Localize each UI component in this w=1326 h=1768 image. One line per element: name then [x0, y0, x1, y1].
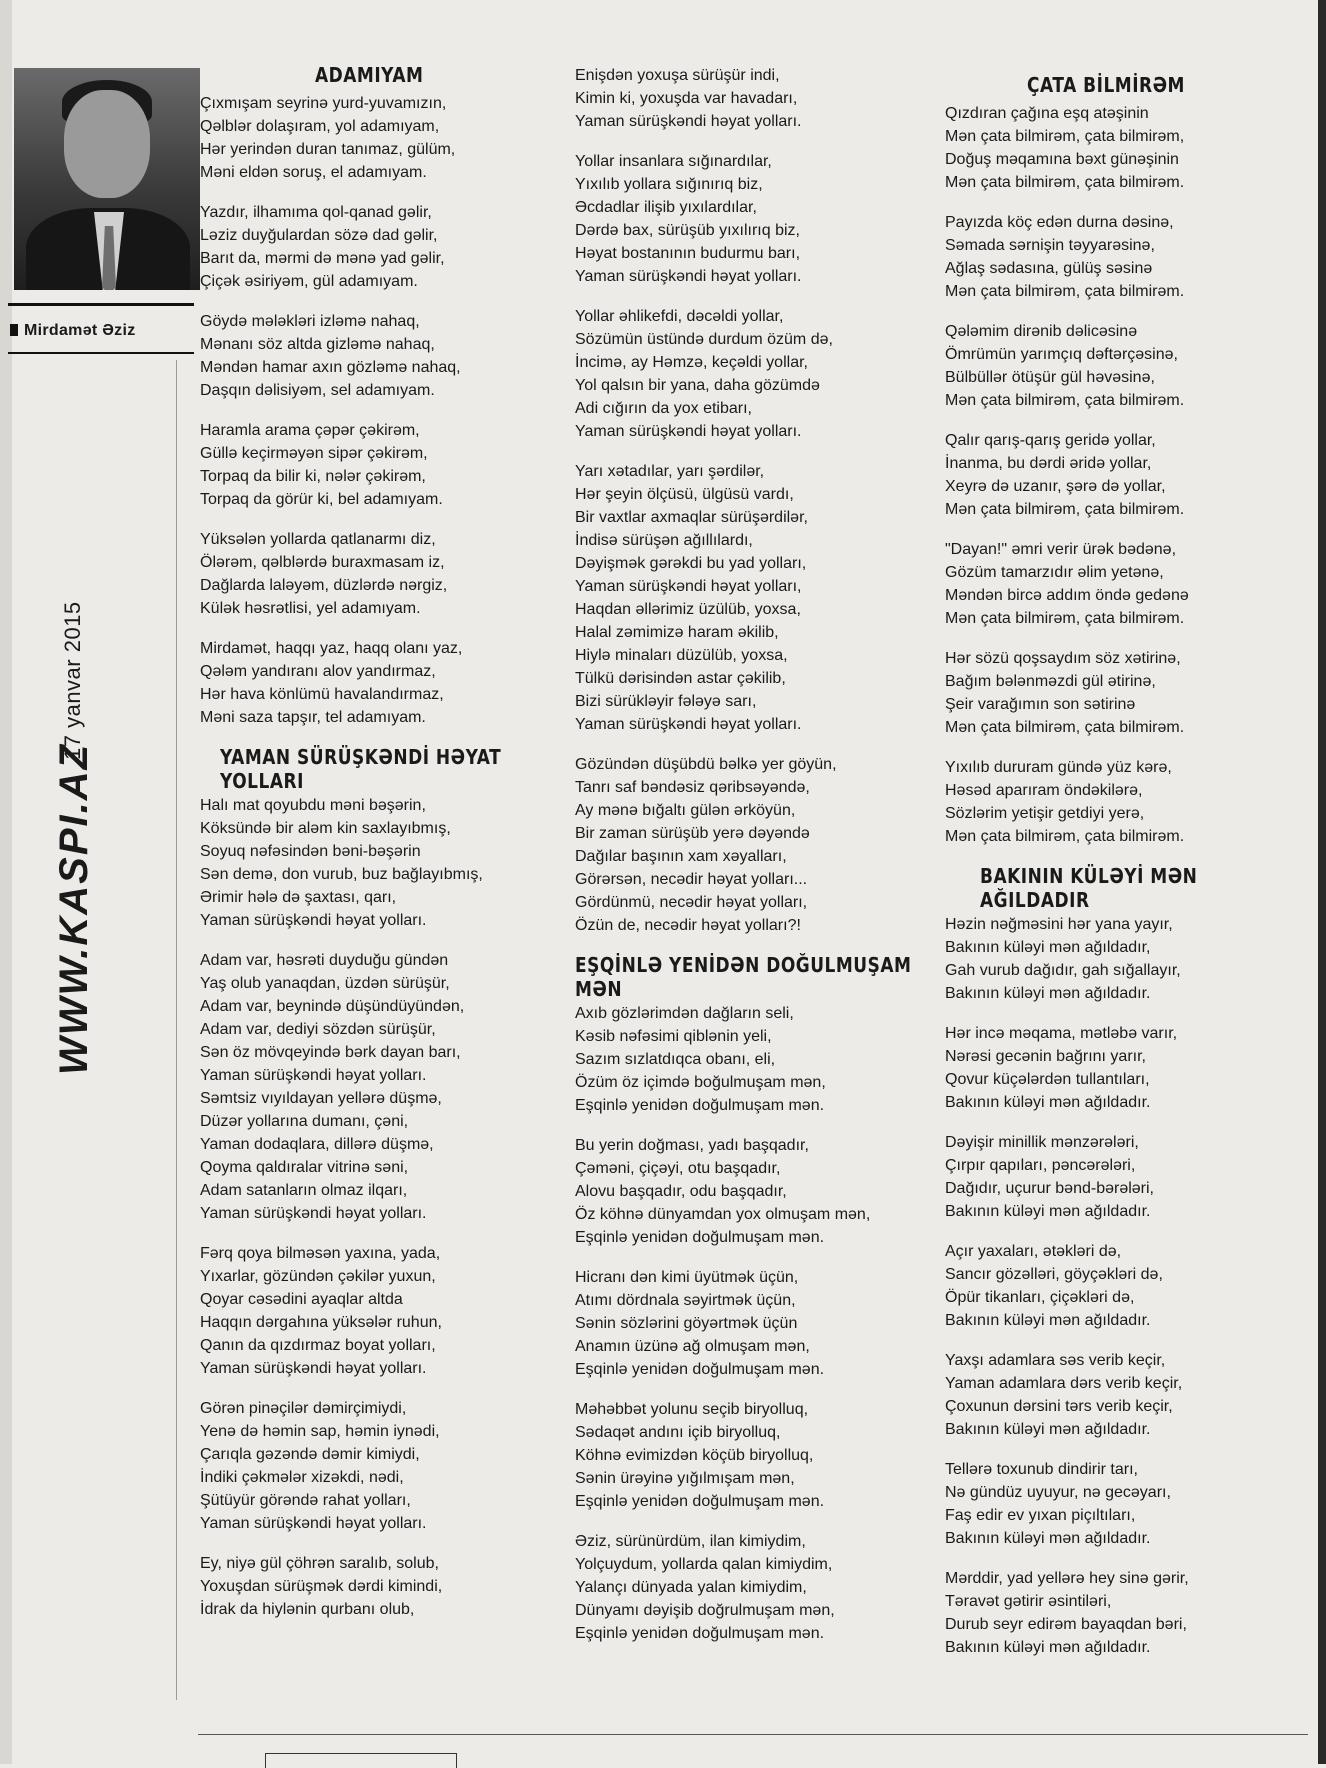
poem-line: Bakının küləyi mən ağıldadır. [945, 1203, 1151, 1220]
poem-line: Həsəd aparıram öndəkilərə, [945, 782, 1143, 799]
stanza [945, 1458, 1275, 1550]
poem-yaman-suruskendi-continued [575, 64, 915, 937]
poem-line: Torpaq da bilir ki, nələr çəkirəm, [200, 468, 426, 485]
stanza [200, 637, 540, 729]
poem-line: Çıxmışam seyrinə yurd-yuvamızın, [200, 95, 447, 112]
poem-line: Adam satanların olmaz ilqarı, [200, 1182, 408, 1199]
poem-line: Sazım sızlatdıqca obanı, eli, [575, 1051, 776, 1068]
stanza [575, 64, 915, 133]
poem-line: Qanın da qızdırmaz boyat yolları, [200, 1337, 436, 1354]
poem-line: Hər incə məqama, mətləbə varır, [945, 1025, 1178, 1042]
poem-line: Yaman sürüşkəndi həyat yolları. [200, 1067, 427, 1084]
poem-line: Həyat bostanının budurmu barı, [575, 245, 801, 262]
poem-line: Məndən bircə addım öndə gedənə [945, 587, 1189, 604]
poem-line: Hicranı dən kimi üyütmək üçün, [575, 1269, 799, 1286]
poem-line: Gözüm tamarzıdır əlim yetənə, [945, 564, 1164, 581]
poem-line: Haqdan əllərimiz üzülüb, yoxsa, [575, 601, 801, 618]
poem-line: Soyuq nəfəsindən bəni-bəşərin [200, 843, 421, 860]
poem-line: Eşqinlə yenidən doğulmuşam mən. [575, 1361, 825, 1378]
poem-line: Haramla arama çəpər çəkirəm, [200, 422, 420, 439]
poem-line: Qəlblər dolaşıram, yol adamıyam, [200, 118, 440, 135]
poem-line: Səmada sərnişin təyyarəsinə, [945, 237, 1155, 254]
stanza [945, 538, 1275, 630]
poem-title: BAKININ KÜLƏYİ MƏN AĞILDADIR [980, 865, 1198, 913]
poem-line: Enişdən yoxuşa sürüşür indi, [575, 67, 780, 84]
poem-line: İncimə, ay Həmzə, keçəldi yollar, [575, 354, 808, 371]
poem-line: Bağım bələnməzdi gül ətirinə, [945, 673, 1156, 690]
poem-line: Qalır qarış-qarış geridə yollar, [945, 432, 1156, 449]
poem-title: YAMAN SÜRÜŞKƏNDİ HƏYAT YOLLARI [220, 746, 502, 794]
poem-line: Atımı dördnala səyirtmək üçün, [575, 1292, 796, 1309]
author-photo [14, 68, 200, 290]
poem-line: Çəməni, çiçəyi, otu başqadır, [575, 1160, 781, 1177]
stanza [200, 528, 540, 620]
poem-line: Səmtsiz vıyıldayan yellərə düşmə, [200, 1090, 442, 1107]
poem-line: Anamın üzünə ağ olmuşam mən, [575, 1338, 810, 1355]
poem-line: Sənin sözlərini göyərtmək üçün [575, 1315, 798, 1332]
column-3 [945, 74, 1275, 1676]
poem-line: Yaman sürüşkəndi həyat yolları. [200, 1515, 427, 1532]
poem-line: Mən çata bilmirəm, çata bilmirəm. [945, 174, 1185, 191]
stanza [575, 1398, 915, 1513]
poem-line: Çoxunun dərsini tərs verib keçir, [945, 1398, 1173, 1415]
stanza [575, 305, 915, 443]
stanza [200, 1397, 540, 1535]
website-logo: WWW.KASPI.AZ [52, 742, 96, 1075]
poem-title: EŞQİNLƏ YENİDƏN DOĞULMUŞAM MƏN [575, 954, 912, 1002]
poem-line: Yaman sürüşkəndi həyat yolları. [200, 912, 427, 929]
poem-adamiyam [200, 64, 540, 729]
poem-line: Çırpır qapıları, pəncərələri, [945, 1157, 1136, 1174]
poem-line: Əziz, sürünürdüm, ilan kimiydim, [575, 1533, 806, 1550]
poem-esqinle-yeniden [575, 954, 915, 1645]
poem-line: Dağlarda laləyəm, düzlərdə nərgiz, [200, 577, 448, 594]
poem-line: Sən öz mövqeyində bərk dayan barı, [200, 1044, 461, 1061]
poem-line: Xeyrə də uzanır, şərə də yollar, [945, 478, 1166, 495]
stanza [200, 419, 540, 511]
poem-line: Yol qalsın bir yana, daha gözümdə [575, 377, 820, 394]
poem-line: Doğuş məqamına bəxt günəşinin [945, 151, 1179, 168]
poem-line: Ay mənə bığaltı gülən ərköyün, [575, 802, 796, 819]
poem-line: Məni saza tapşır, tel adamıyam. [200, 709, 426, 726]
stanza [200, 92, 540, 184]
stanza [945, 756, 1275, 848]
poem-line: Yolçuydum, yollarda qalan kimiydim, [575, 1556, 833, 1573]
column-1 [200, 64, 540, 1638]
poem-line: Fərq qoya bilməsən yaxına, yada, [200, 1245, 441, 1262]
poem-line: Görərsən, necədir həyat yolları... [575, 871, 808, 888]
poem-line: Yollar insanlara sığınardılar, [575, 153, 772, 170]
issue-date: 17 yanvar 2015 [60, 601, 85, 760]
poem-line: Eşqinlə yenidən doğulmuşam mən. [575, 1229, 825, 1246]
poem-line: İndisə sürüşən ağıllılardı, [575, 532, 753, 549]
poem-line: Payızda köç edən durna dəsinə, [945, 214, 1174, 231]
poem-line: Qoyar cəsədini ayaqlar altda [200, 1291, 403, 1308]
poem-line: Mən çata bilmirəm, çata bilmirəm. [945, 719, 1185, 736]
poem-line: Mən çata bilmirəm, çata bilmirəm. [945, 392, 1185, 409]
poem-line: Faş edir ev yıxan piçıltıları, [945, 1507, 1136, 1524]
poem-line: Ləziz duyğulardan sözə dad gəlir, [200, 227, 438, 244]
poem-line: Güllə keçirməyən sipər çəkirəm, [200, 445, 428, 462]
poem-line: Torpaq da görür ki, bel adamıyam. [200, 491, 443, 508]
poem-line: Yaman sürüşkəndi həyat yolları. [575, 113, 802, 130]
poem-line: Məni eldən soruş, el adamıyam. [200, 164, 427, 181]
poem-line: Şeir varağımın son sətirinə [945, 696, 1136, 713]
stanza [575, 1530, 915, 1645]
stanza [945, 320, 1275, 412]
poem-cata-bilmirem [945, 74, 1275, 848]
stanza [200, 949, 540, 1225]
poem-line: Sədaqət andını içib biryolluq, [575, 1424, 781, 1441]
poem-line: "Dayan!" əmri verir ürək bədənə, [945, 541, 1177, 558]
poem-line: Dünyamı dəyişib doğrulmuşam mən, [575, 1602, 835, 1619]
page-edge [0, 0, 12, 1764]
poem-line: Ölərəm, qəlblərdə buraxmasam iz, [200, 554, 445, 571]
poem-line: Qızdıran çağına eşq atəşinin [945, 105, 1149, 122]
poem-line: Göydə mələkləri izləmə nahaq, [200, 313, 420, 330]
poem-line: Adam var, dediyi sözdən sürüşür, [200, 1021, 436, 1038]
poem-line: Şütüyür görəndə rahat yolları, [200, 1492, 411, 1509]
poem-line: Yıxılıb yollara sığınırıq biz, [575, 176, 763, 193]
column-separator [176, 360, 177, 1700]
poem-line: Həzin nəğməsini hər yana yayır, [945, 916, 1173, 933]
poem-line: Bakının küləyi mən ağıldadır. [945, 1639, 1151, 1656]
poem-line: Hər yerindən duran tanımaz, gülüm, [200, 141, 456, 158]
poem-line: Bizi sürükləyir fələyə sarı, [575, 693, 757, 710]
poem-line: Yaş olub yanaqdan, üzdən sürüşür, [200, 975, 450, 992]
poem-line: Kəsib nəfəsimi qiblənin yeli, [575, 1028, 772, 1045]
poem-line: Yıxarlar, gözündən çəkilər yuxun, [200, 1268, 436, 1285]
photo-rule [8, 303, 194, 306]
stanza [200, 201, 540, 293]
poem-line: Özüm öz içimdə boğulmuşam mən, [575, 1074, 826, 1091]
poem-line: Dağılar başının xam xəyalları, [575, 848, 787, 865]
poem-line: Sancır gözəlləri, göyçəkləri də, [945, 1266, 1163, 1283]
poem-line: Durub seyr edirəm bayaqdan bəri, [945, 1616, 1187, 1633]
poem-line: Çarıqla gəzəndə dəmir kimiydi, [200, 1446, 420, 1463]
poem-line: Yaman sürüşkəndi həyat yolları. [575, 268, 802, 285]
poem-line: Hər sözü qoşsaydım söz xətirinə, [945, 650, 1181, 667]
poem-line: Bülbüllər ötüşür gül həvəsinə, [945, 369, 1155, 386]
poem-line: Yüksələn yollarda qatlanarmı diz, [200, 531, 436, 548]
poem-line: Yıxılıb dururam gündə yüz kərə, [945, 759, 1172, 776]
stanza [575, 460, 915, 736]
poem-line: Yaxşı adamlara səs verib keçir, [945, 1352, 1166, 1369]
poem-line: Bir zaman sürüşüb yerə dəyəndə [575, 825, 810, 842]
poem-line: Adam var, beynində düşündüyündən, [200, 998, 465, 1015]
poem-line: Qovur küçələrdən tullantıları, [945, 1071, 1150, 1088]
poem-line: Nə gündüz uyuyur, nə gecəyarı, [945, 1484, 1171, 1501]
poem-line: Sənin ürəyinə yığılmışam mən, [575, 1470, 795, 1487]
poem-line: Ərimir hələ də şaxtası, qarı, [200, 889, 397, 906]
poem-line: Əcdadlar ilişib yıxılardılar, [575, 199, 757, 216]
author-bullet-icon [10, 324, 18, 336]
poem-line: Yaman sürüşkəndi həyat yolları. [575, 716, 802, 733]
poem-line: Qələm yandıranı alov yandırmaz, [200, 663, 436, 680]
poem-line: Bir vaxtlar axmaqlar sürüşərdilər, [575, 509, 808, 526]
poem-line: Köhnə evimizdən köçüb biryolluq, [575, 1447, 814, 1464]
poem-line: Yarı xətadılar, yarı şərdilər, [575, 463, 765, 480]
poem-line: Gah vurub dağıdır, gah sığallayır, [945, 962, 1181, 979]
poem-line: İdrak da hiylənin qurbanı olub, [200, 1601, 415, 1618]
poem-line: Təravət gətirir əsintiləri, [945, 1593, 1112, 1610]
stanza [575, 150, 915, 288]
poem-line: Bakının küləyi mən ağıldadır. [945, 1094, 1151, 1111]
poem-line: Halı mat qoyubdu məni bəşərin, [200, 797, 426, 814]
poem-line: Yoxuşdan sürüşmək dərdi kimindi, [200, 1578, 443, 1595]
poem-line: Mən çata bilmirəm, çata bilmirəm. [945, 828, 1185, 845]
stanza [945, 913, 1275, 1005]
poem-line: Eşqinlə yenidən doğulmuşam mən. [575, 1625, 825, 1642]
author-rule [8, 352, 194, 354]
poem-line: Qoyma qaldıralar vitrinə səni, [200, 1159, 409, 1176]
poem-yaman-suruskendi [200, 746, 540, 1621]
poem-line: Tülkü dərisindən astar çəkilib, [575, 670, 786, 687]
stanza [575, 1134, 915, 1249]
stanza [575, 1266, 915, 1381]
poem-line: Yollar əhlikefdi, dəcəldi yollar, [575, 308, 784, 325]
poem-line: Eşqinlə yenidən doğulmuşam mən. [575, 1097, 825, 1114]
poem-line: Öpür tikanları, çiçəkləri də, [945, 1289, 1135, 1306]
poem-line: Qələmim dirənib dəlicəsinə [945, 323, 1138, 340]
poem-line: Hiylə minaları düzülüb, yoxsa, [575, 647, 788, 664]
poem-line: Bakının küləyi mən ağıldadır, [945, 939, 1151, 956]
poem-line: Bu yerin doğması, yadı başqadır, [575, 1137, 809, 1154]
poem-line: Görən pinəçilər dəmirçimiydi, [200, 1400, 407, 1417]
poem-line: Dəyişmək gərəkdi bu yad yolları, [575, 555, 807, 572]
poem-line: Sözümün üstündə durdum özüm də, [575, 331, 833, 348]
poem-line: Bakının küləyi mən ağıldadır. [945, 1312, 1151, 1329]
page-right-edge [1318, 0, 1326, 1764]
poem-line: Axıb gözlərimdən dağların seli, [575, 1005, 794, 1022]
poem-line: Mən çata bilmirəm, çata bilmirəm. [945, 501, 1185, 518]
stanza [945, 1022, 1275, 1114]
poem-line: Sözlərim yetişir getdiyi yerə, [945, 805, 1145, 822]
poem-line: Mən çata bilmirəm, çata bilmirəm. [945, 283, 1185, 300]
stanza [945, 1240, 1275, 1332]
poem-line: Mirdamət, haqqı yaz, haqq olanı yaz, [200, 640, 463, 657]
poem-line: Yazdır, ilhamıma qol-qanad gəlir, [200, 204, 432, 221]
poem-line: Alovu başqadır, odu başqadır, [575, 1183, 787, 1200]
poem-line: Barıt da, mərmi də mənə yad gəlir, [200, 250, 445, 267]
poem-line: Ağlaş sədasına, gülüş səsinə [945, 260, 1153, 277]
poem-line: Mərddir, yad yellərə hey sinə gərir, [945, 1570, 1189, 1587]
poem-line: Açır yaxaları, ətəkləri də, [945, 1243, 1122, 1260]
poem-line: Dağıdır, uçurur bənd-bərələri, [945, 1180, 1154, 1197]
poem-line: Yaman dodaqlara, dillərə düşmə, [200, 1136, 434, 1153]
poem-line: Ey, niyə gül çöhrən saralıb, solub, [200, 1555, 439, 1572]
poem-line: Dərdə bax, sürüşüb yıxılırıq biz, [575, 222, 800, 239]
poem-line: Adam var, həsrəti duyduğu gündən [200, 952, 449, 969]
poem-line: Dəyişir minillik mənzərələri, [945, 1134, 1139, 1151]
stanza [945, 1131, 1275, 1223]
poem-line: Məhəbbət yolunu seçib biryolluq, [575, 1401, 809, 1418]
poem-line: Yenə də həmin sap, həmin iynədi, [200, 1423, 440, 1440]
poem-line: Sən demə, don vurub, buz bağlayıbmış, [200, 866, 483, 883]
poem-title: ADAMIYAM [315, 64, 424, 88]
author-name [10, 322, 136, 340]
poem-line: Haqqın dərgahına yüksələr ruhun, [200, 1314, 442, 1331]
poem-line: Düzər yollarına dumanı, çəni, [200, 1113, 409, 1130]
poem-line: Tellərə toxunub dindirir tarı, [945, 1461, 1138, 1478]
poem-line: Hər şeyin ölçüsü, ülgüsü vardı, [575, 486, 794, 503]
stanza [575, 1002, 915, 1117]
poem-line: Yaman sürüşkəndi həyat yolları. [200, 1360, 427, 1377]
poem-line: Bakının küləyi mən ağıldadır. [945, 1421, 1151, 1438]
poem-line: Halal zəmimizə haram əkilib, [575, 624, 779, 641]
column-2 [575, 64, 915, 1662]
poem-line: Öz köhnə dünyamdan yox olmuşam mən, [575, 1206, 871, 1223]
poem-line: İnanma, bu dərdi əridə yollar, [945, 455, 1152, 472]
poem-line: Mən çata bilmirəm, çata bilmirəm, [945, 128, 1185, 145]
poem-line: Adi cığırın da yox etibarı, [575, 400, 752, 417]
poem-line: Mən çata bilmirəm, çata bilmirəm. [945, 610, 1185, 627]
poem-line: Daşqın dəlisiyəm, sel adamıyam. [200, 382, 435, 399]
poem-line: Külək həsrətlisi, yel adamıyam. [200, 600, 421, 617]
poem-line: Ömrümün yarımçıq dəftərçəsinə, [945, 346, 1178, 363]
stanza [200, 1242, 540, 1380]
stanza [945, 102, 1275, 194]
stanza [945, 211, 1275, 303]
stanza [945, 1567, 1275, 1659]
poem-line: Köksündə bir aləm kin saxlayıbmış, [200, 820, 451, 837]
stanza [200, 310, 540, 402]
stanza [945, 1349, 1275, 1441]
poem-line: İndiki çəkmələr xizəkdi, nədi, [200, 1469, 404, 1486]
stanza [945, 429, 1275, 521]
poem-line: Yalançı dünyada yalan kimiydim, [575, 1579, 807, 1596]
poem-line: Yaman adamlara dərs verib keçir, [945, 1375, 1183, 1392]
bottom-box [265, 1753, 457, 1768]
stanza [945, 647, 1275, 739]
poem-line: Gördünmü, necədir həyat yolları, [575, 894, 808, 911]
stanza [200, 794, 540, 932]
poem-line: Çiçək əsiriyəm, gül adamıyam. [200, 273, 418, 290]
bottom-rule [198, 1734, 1308, 1735]
poem-line: Kimin ki, yoxuşda var havadarı, [575, 90, 798, 107]
poem-line: Tanrı saf bəndəsiz qəribsəyəndə, [575, 779, 810, 796]
poem-line: Məndən hamar axın gözləmə nahaq, [200, 359, 461, 376]
poem-title: ÇATA BİLMİRƏM [1027, 74, 1185, 98]
poem-line: Nərəsi gecənin bağrını yarır, [945, 1048, 1146, 1065]
poem-line: Bakının küləyi mən ağıldadır. [945, 1530, 1151, 1547]
poem-line: Eşqinlə yenidən doğulmuşam mən. [575, 1493, 825, 1510]
author-name-text: Mirdamət Əziz [24, 322, 136, 339]
poem-line: Mənanı söz altda gizləmə nahaq, [200, 336, 435, 353]
poem-line: Gözündən düşübdü bəlkə yer göyün, [575, 756, 837, 773]
poem-line: Hər hava könlümü havalandırmaz, [200, 686, 444, 703]
poem-line: Bakının küləyi mən ağıldadır. [945, 985, 1151, 1002]
poem-bakinin-kuleyi [945, 865, 1275, 1659]
poem-line: Yaman sürüşkəndi həyat yolları. [575, 423, 802, 440]
stanza [200, 1552, 540, 1621]
poem-line: Yaman sürüşkəndi həyat yolları, [575, 578, 802, 595]
poem-line: Özün de, necədir həyat yolları?! [575, 917, 801, 934]
poem-line: Yaman sürüşkəndi həyat yolları. [200, 1205, 427, 1222]
stanza [575, 753, 915, 937]
